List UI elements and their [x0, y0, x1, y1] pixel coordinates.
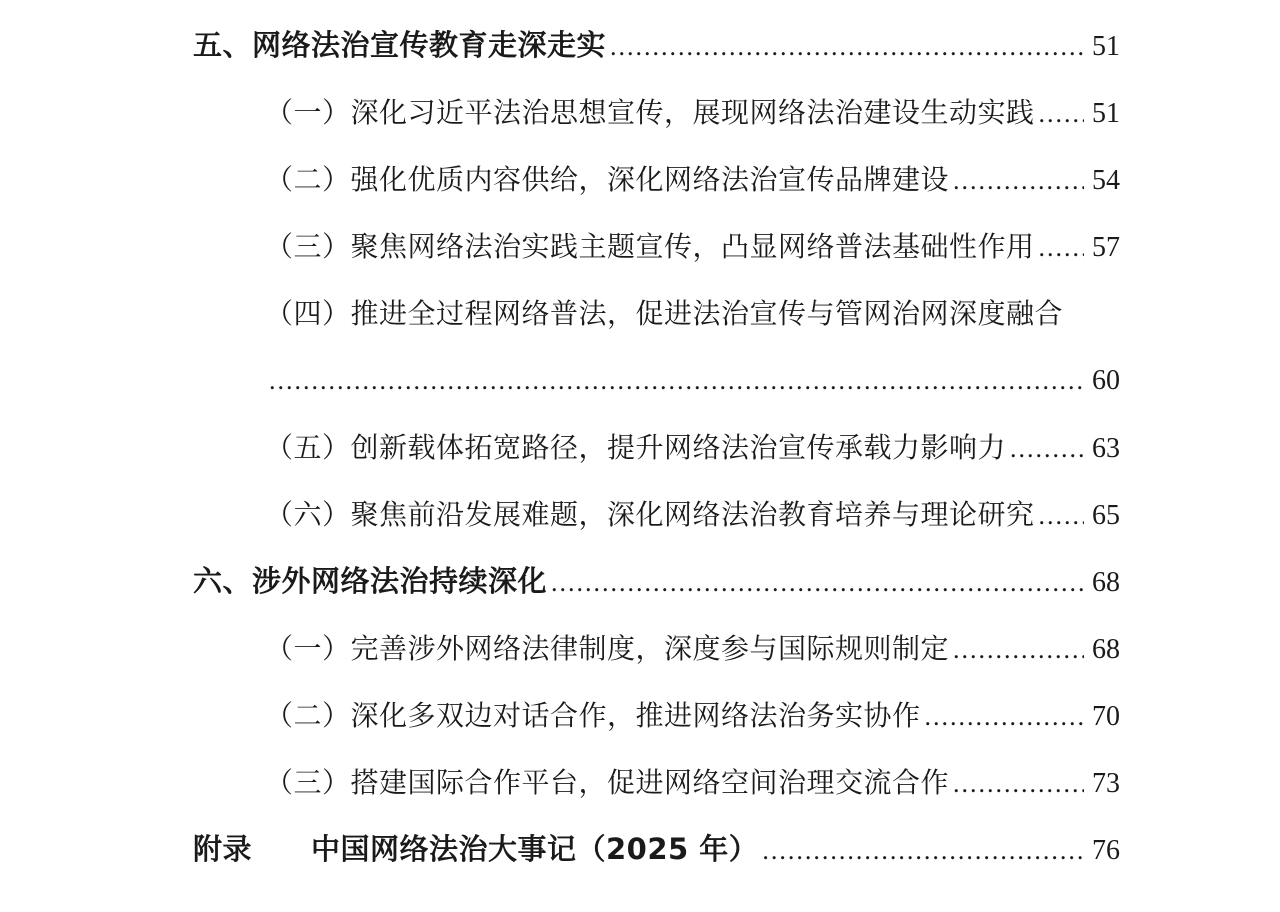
toc-entry-page-number: 68 [1092, 567, 1120, 598]
toc-entry-page-number: 51 [1092, 31, 1120, 62]
toc-entry-title: （一）完善涉外网络法律制度，深度参与国际规则制定 [265, 632, 950, 665]
toc-entry[interactable] [265, 347, 1120, 414]
toc-entry-page-number: 63 [1092, 433, 1120, 464]
toc-entry[interactable] [265, 79, 1120, 146]
toc-entry[interactable] [265, 682, 1120, 749]
toc-entry[interactable] [265, 146, 1120, 213]
toc-entry[interactable] [193, 12, 1120, 79]
toc-entry[interactable] [193, 548, 1120, 615]
toc-entry-title: （二）深化多双边对话合作，推进网络法治务实协作 [265, 699, 921, 732]
toc-entry[interactable] [265, 749, 1120, 816]
toc-entry-title: 六、涉外网络法治持续深化 [193, 564, 548, 598]
dot-leader [949, 616, 1084, 683]
toc-entry[interactable] [265, 615, 1120, 682]
toc-entry-title: （二）强化优质内容供给，深化网络法治宣传品牌建设 [265, 163, 950, 196]
toc-entry-title: （六）聚焦前沿发展难题，深化网络法治教育培养与理论研究 [265, 498, 1035, 531]
dot-leader [1035, 482, 1084, 549]
toc-entry-title: 五、网络法治宣传教育走深走实 [193, 28, 607, 62]
toc-entry-title: 附录 中国网络法治大事记（2025 年） [193, 832, 759, 866]
dot-leader [265, 347, 1084, 414]
dot-leader [1006, 415, 1084, 482]
toc-entry[interactable] [265, 213, 1120, 280]
toc-entry-title: （四）推进全过程网络普法，促进法治宣传与管网治网深度融合 [265, 297, 1064, 330]
toc-entry-title: （三）搭建国际合作平台，促进网络空间治理交流合作 [265, 766, 950, 799]
dot-leader [758, 817, 1084, 884]
dot-leader [1035, 214, 1084, 281]
toc-entry[interactable] [193, 816, 1120, 883]
toc-entry-page-number: 70 [1092, 701, 1120, 732]
toc-entry[interactable] [265, 481, 1120, 548]
toc-entry-page-number: 51 [1092, 98, 1120, 129]
dot-leader [921, 683, 1084, 750]
dot-leader [949, 750, 1084, 817]
toc-entry-page-number: 73 [1092, 768, 1120, 799]
table-of-contents [193, 12, 1120, 883]
toc-entry-page-number: 65 [1092, 500, 1120, 531]
dot-leader [949, 147, 1084, 214]
toc-entry-title: （三）聚焦网络法治实践主题宣传，凸显网络普法基础性作用 [265, 230, 1035, 263]
toc-entry-title: （五）创新载体拓宽路径，提升网络法治宣传承载力影响力 [265, 431, 1007, 464]
toc-entry-page-number: 68 [1092, 634, 1120, 665]
dot-leader [547, 549, 1084, 616]
toc-entry[interactable] [265, 414, 1120, 481]
dot-leader [606, 13, 1084, 80]
dot-leader [1035, 80, 1084, 147]
toc-entry-page-number: 54 [1092, 165, 1120, 196]
toc-entry-page-number: 57 [1092, 232, 1120, 263]
toc-entry-page-number: 60 [1092, 365, 1120, 396]
toc-entry-page-number: 76 [1092, 835, 1120, 866]
toc-entry[interactable] [265, 280, 1120, 347]
toc-entry-title: （一）深化习近平法治思想宣传，展现网络法治建设生动实践 [265, 96, 1035, 129]
